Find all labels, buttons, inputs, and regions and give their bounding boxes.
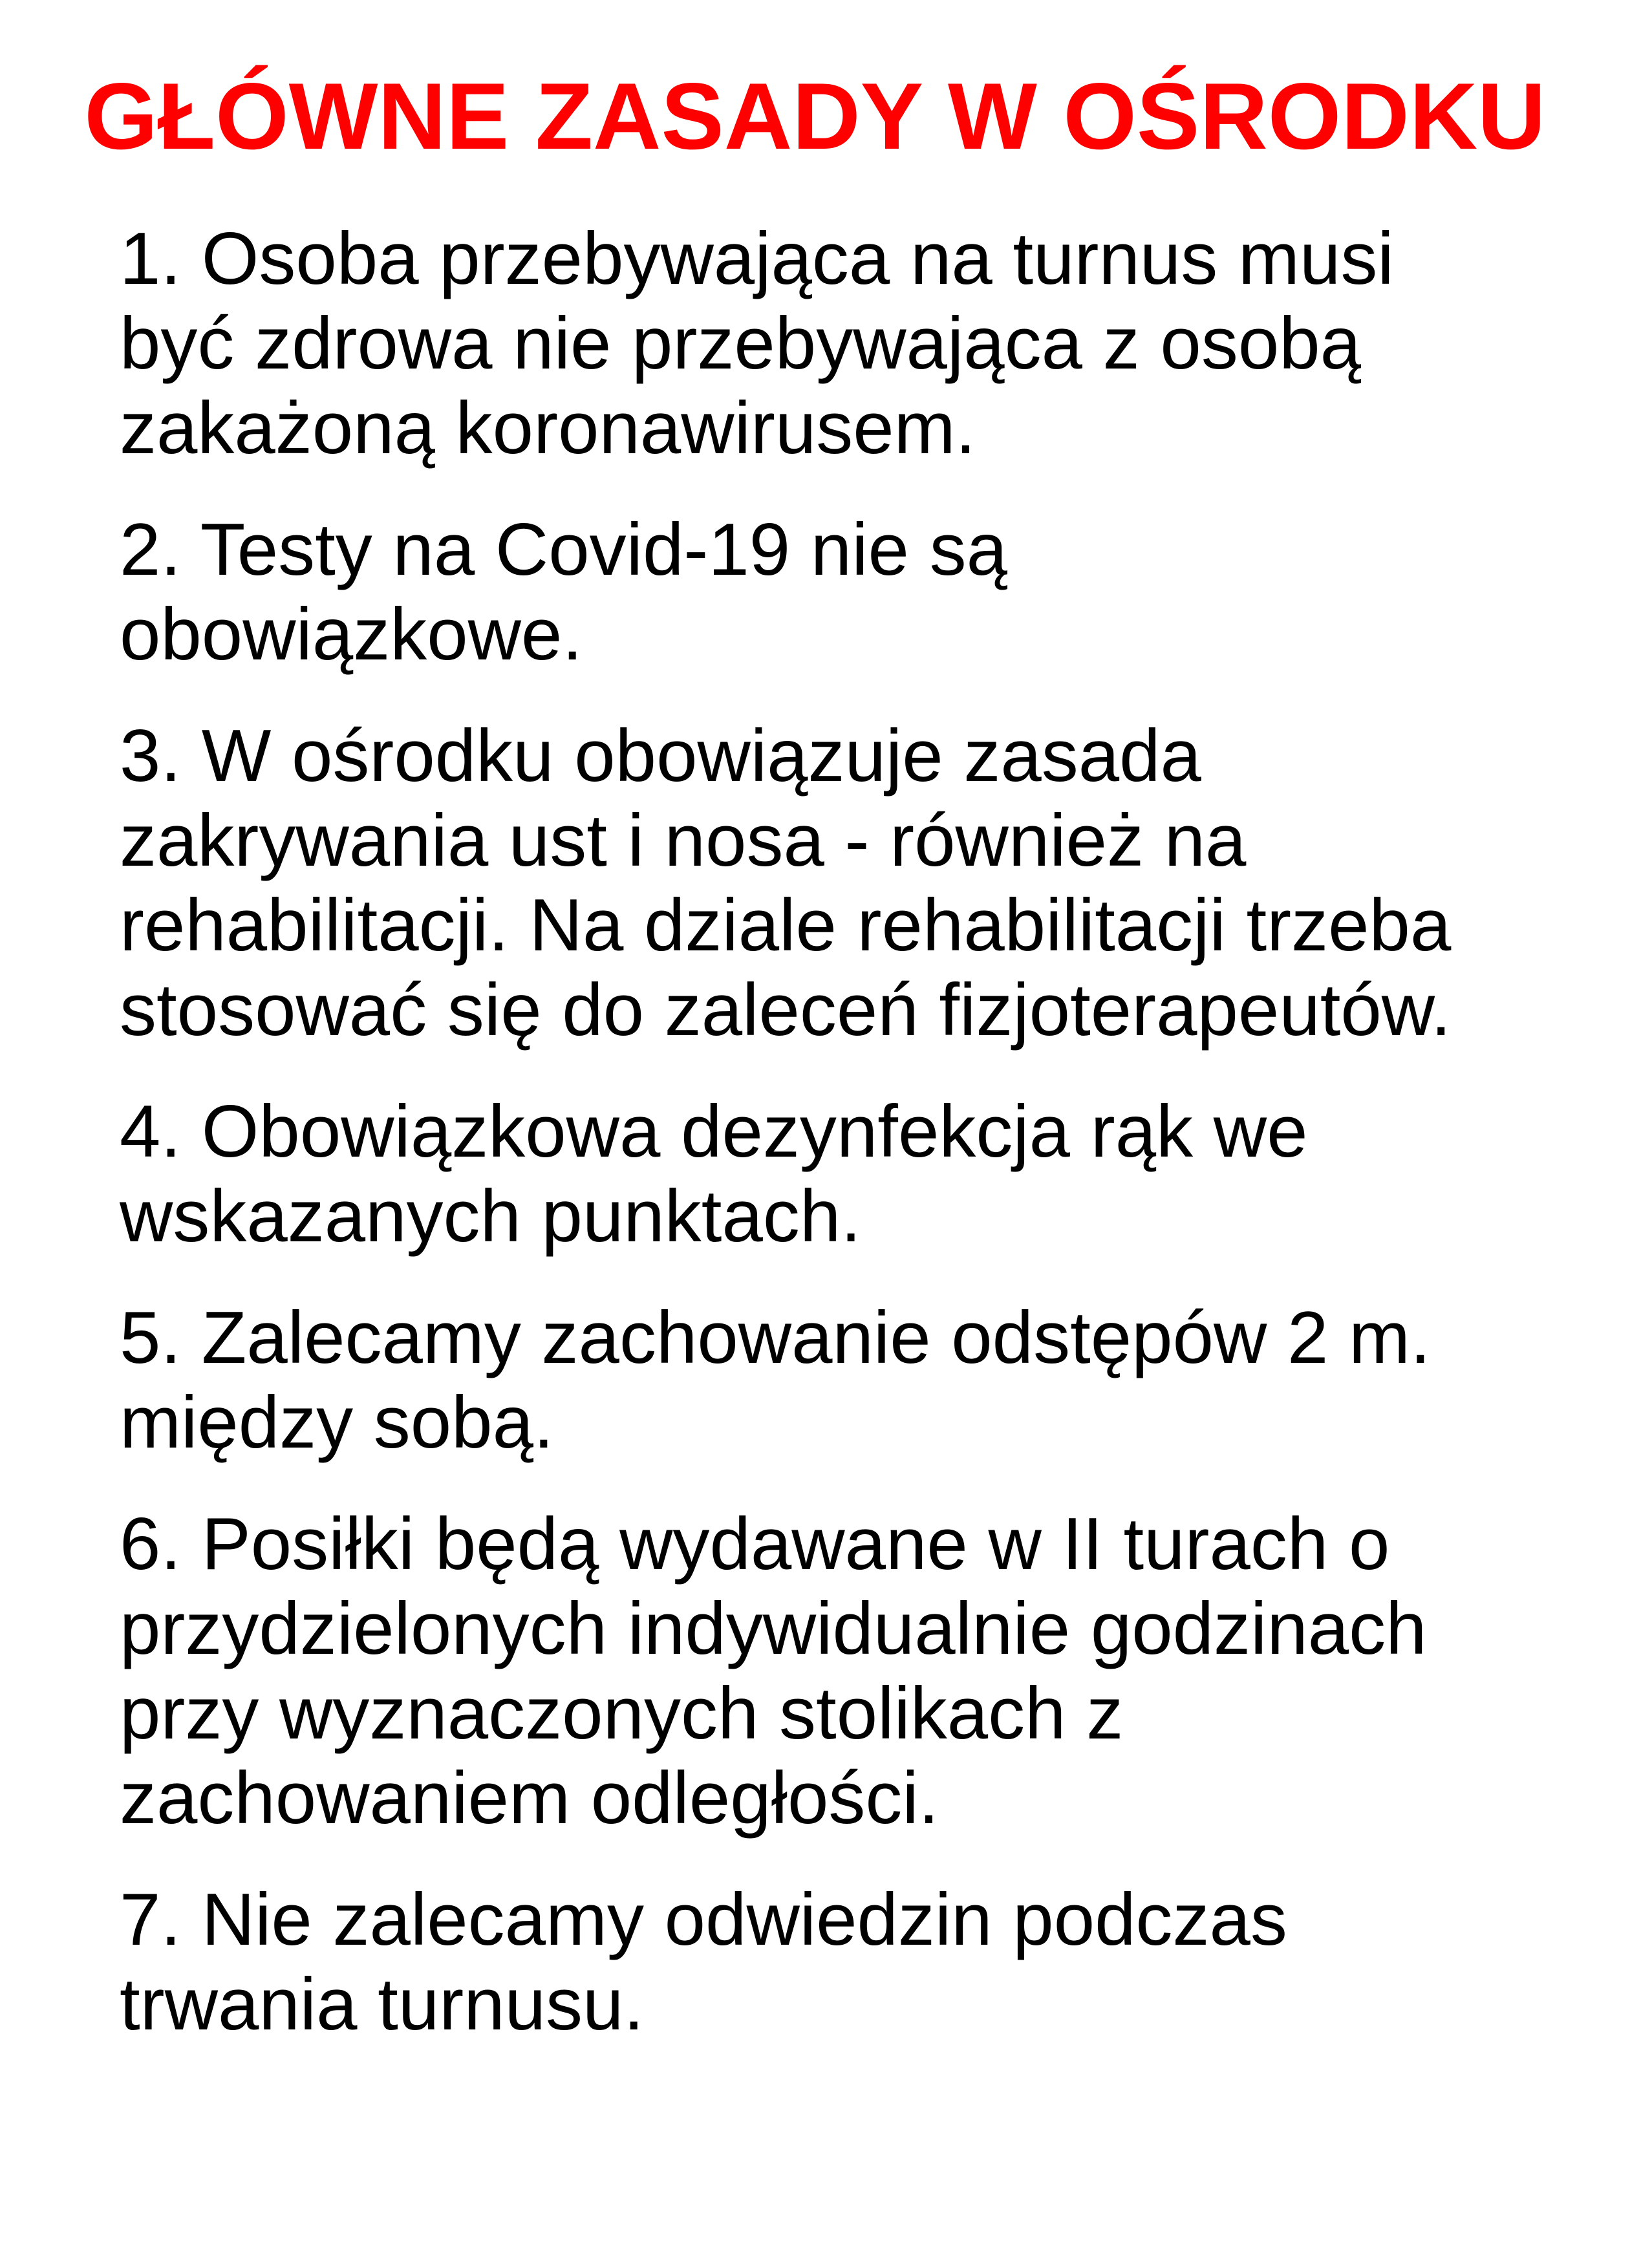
rule-item-1: 1. Osoba przebywająca na turnus musi być zdrowa nie przebywająca z osobą zakażoną koronawirusem. xyxy=(120,218,1394,469)
rules-list xyxy=(120,217,1574,2084)
rule-item-6: 6. Posiłki będą wydawane w II turach o przydzielonych indywidualnie godzinach przy wyznaczonych stolikach z zachowaniem odległości. xyxy=(120,1503,1427,1839)
rule-item-7: 7. Nie zalecamy odwiedzin podczas trwania turnusu. xyxy=(120,1879,1287,2046)
rule-item-5: 5. Zalecamy zachowanie odstępów 2 m. między sobą. xyxy=(120,1297,1431,1464)
rule-item-3: 3. W ośrodku obowiązuje zasada zakrywania ust i nosa - również na rehabilitacji. Na dziale rehabilitacji trzeba stosować się do zaleceń fizjoterapeutów. xyxy=(120,715,1452,1051)
rule-item-2: 2. Testy na Covid-19 nie są obowiązkowe. xyxy=(120,509,1008,676)
rule-item-4: 4. Obowiązkowa dezynfekcja rąk we wskazanych punktach. xyxy=(120,1091,1308,1257)
page-title: GŁÓWNE ZASADY W OŚRODKU xyxy=(84,63,1546,169)
